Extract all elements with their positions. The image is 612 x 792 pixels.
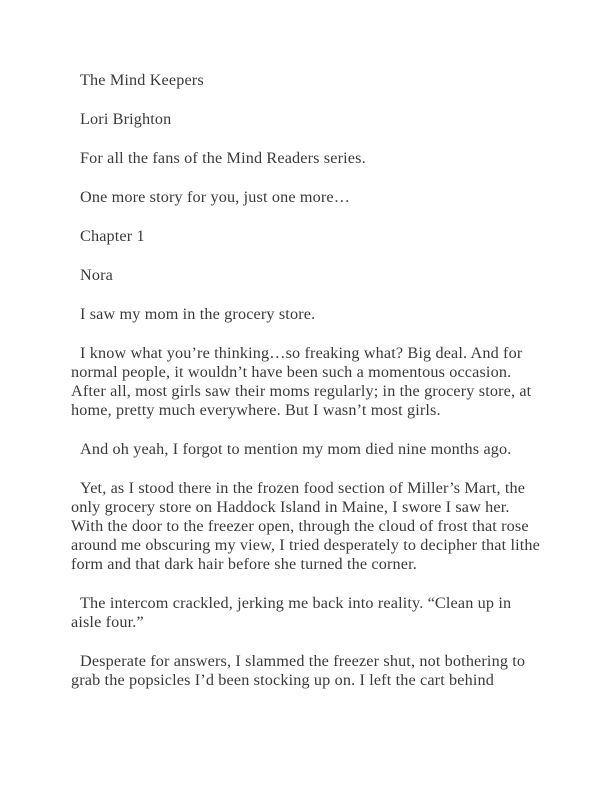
body-paragraph: I saw my mom in the grocery store. [80, 305, 316, 323]
body-paragraph: The intercom crackled, jerking me back into reality. “Clean up in aisle four.” [71, 594, 512, 631]
body-paragraph: I know what you’re thinking…so freaking what? Big deal. And for normal people, it wouldn’t have been such a momentous occasion. After all, most girls saw their moms regularly; in the grocery store, at home, pretty much everywhere. But I wasn’t most girls. [71, 344, 532, 419]
author-name: Lori Brighton [80, 110, 172, 128]
body-paragraph: Desperate for answers, I slammed the freezer shut, not bothering to grab the popsicles I’d been stocking up on. I left the cart behind [71, 652, 526, 689]
dedication: For all the fans of the Mind Readers series. [80, 149, 366, 167]
body-paragraph: Yet, as I stood there in the frozen food section of Miller’s Mart, the only grocery store on Haddock Island in Maine, I swore I saw her. With the door to the freezer open, through the cloud of frost that rose around me obscuring my view, I tried desperately to decipher that lithe form and that dark hair before she turned the corner. [71, 479, 540, 573]
book-title: The Mind Keepers [80, 71, 204, 89]
chapter-heading: Chapter 1 [80, 227, 145, 245]
document-page [71, 71, 541, 710]
body-paragraph: And oh yeah, I forgot to mention my mom died nine months ago. [80, 440, 512, 458]
pov-character-heading: Nora [80, 266, 113, 284]
epigraph: One more story for you, just one more… [80, 188, 351, 206]
